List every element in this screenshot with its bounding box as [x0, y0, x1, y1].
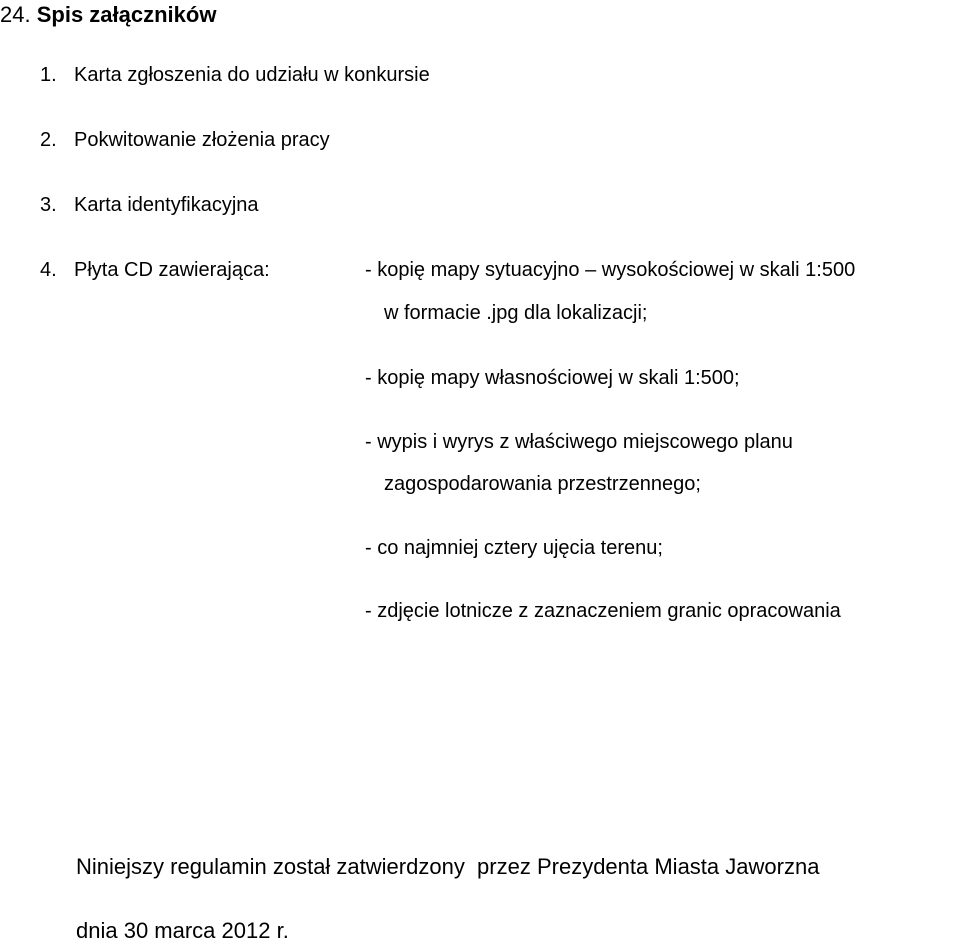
- approval-date: dnia 30 marca 2012 r.: [76, 918, 289, 943]
- list-item-label: Pokwitowanie złożenia pracy: [74, 129, 330, 151]
- section-number: 24.: [0, 2, 31, 27]
- list-item: [40, 195, 259, 215]
- approval-statement: Niniejszy regulamin został zatwierdzony przez Prezydenta Miasta Jaworzna: [76, 854, 820, 879]
- list-item-number: 2.: [40, 129, 57, 151]
- cd-content-line: w formacie .jpg dla lokalizacji;: [384, 302, 648, 324]
- cd-content-line: - kopię mapy sytuacyjno – wysokościowej w skali 1:500: [365, 259, 856, 281]
- list-item-label: Karta identyfikacyjna: [74, 194, 259, 216]
- cd-content-line: - zdjęcie lotnicze z zaznaczeniem granic opracowania: [365, 600, 841, 622]
- section-title: Spis załączników: [36, 2, 217, 27]
- section-heading: [0, 4, 216, 26]
- list-item-label: Karta zgłoszenia do udziału w konkursie: [74, 64, 430, 86]
- list-item: [40, 260, 270, 280]
- list-item: [40, 130, 330, 150]
- list-item-number: 1.: [40, 64, 57, 86]
- cd-content-line: zagospodarowania przestrzennego;: [384, 473, 701, 495]
- list-item-number: 4.: [40, 259, 57, 281]
- cd-content-line: - kopię mapy własnościowej w skali 1:500;: [365, 367, 740, 389]
- list-item: [40, 65, 430, 85]
- cd-content-line: - co najmniej cztery ujęcia terenu;: [365, 537, 663, 559]
- cd-content-line: - wypis i wyrys z właściwego miejscowego planu: [365, 431, 793, 453]
- list-item-label: Płyta CD zawierająca:: [74, 259, 270, 281]
- list-item-number: 3.: [40, 194, 57, 216]
